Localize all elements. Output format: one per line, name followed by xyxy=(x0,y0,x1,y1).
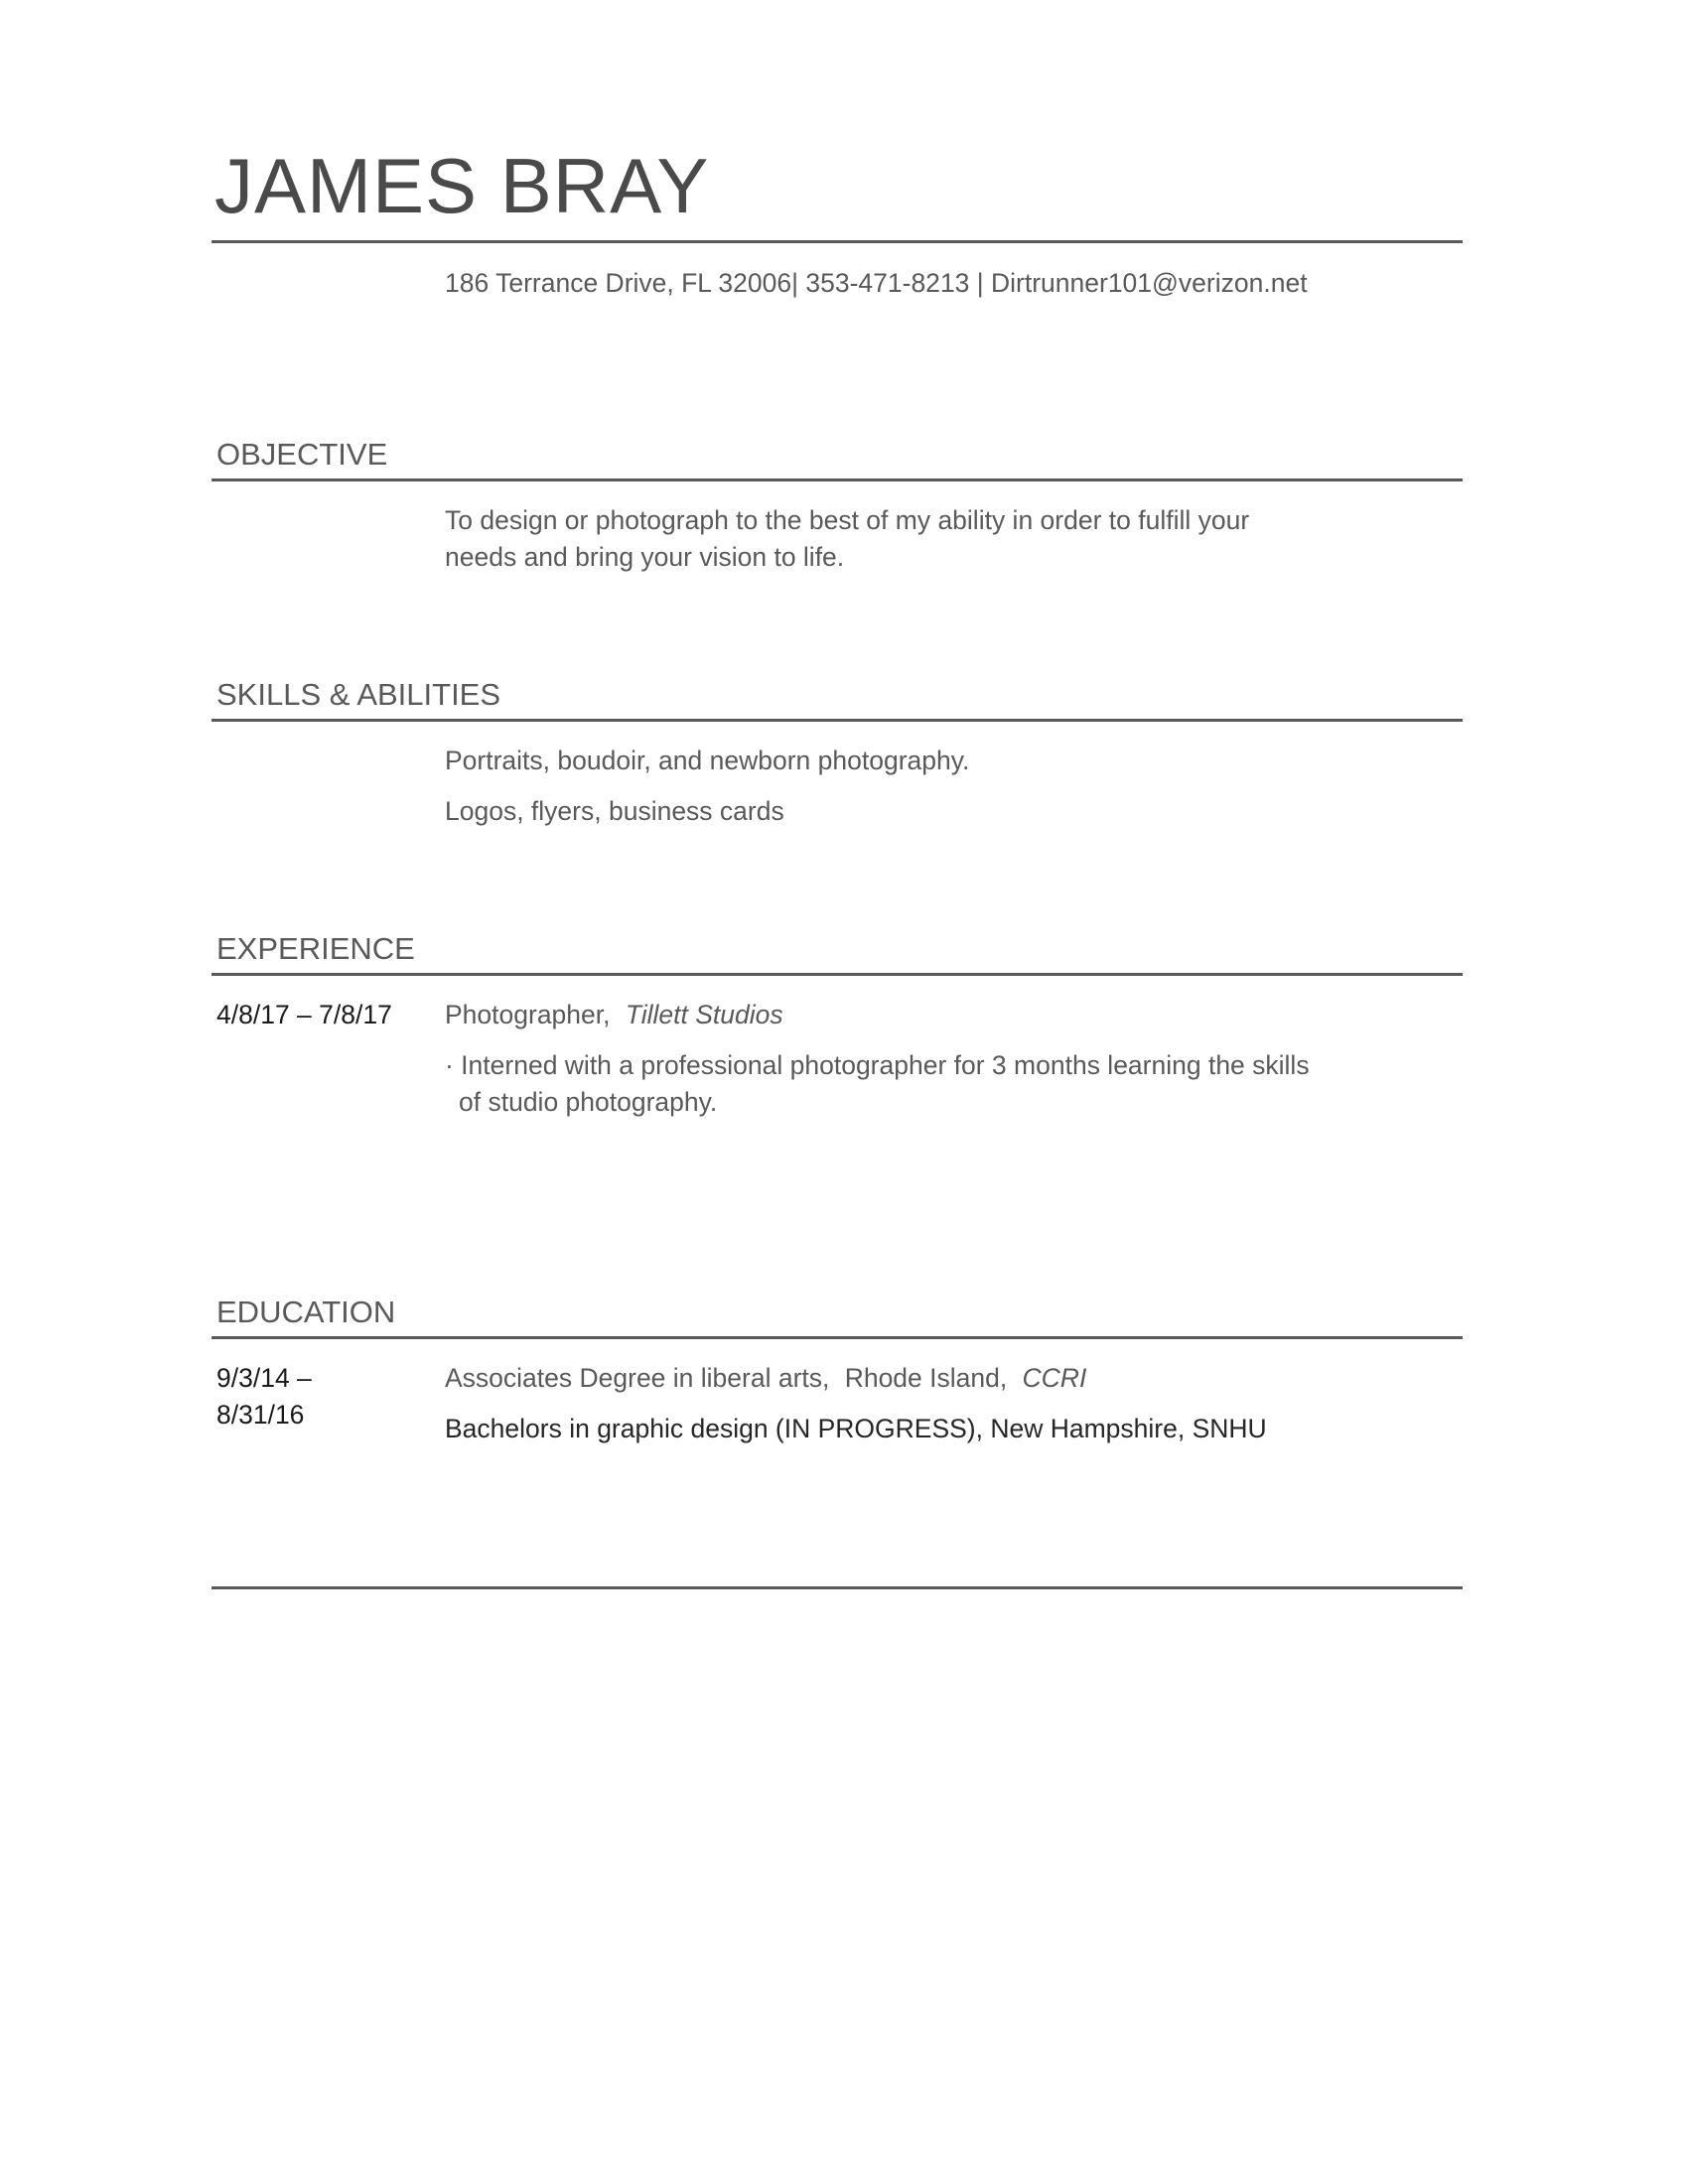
experience-dates: 4/8/17 – 7/8/17 xyxy=(216,1000,392,1029)
degree-1-name: Associates Degree in liberal arts, xyxy=(445,1363,830,1393)
education-degree-2: Bachelors in graphic design (IN PROGRESS), New Hampshire, SNHU xyxy=(445,1414,1267,1443)
experience-heading: EXPERIENCE xyxy=(216,931,415,966)
education-rule xyxy=(211,1336,1463,1339)
skill-item-2: Logos, flyers, business cards xyxy=(445,796,784,826)
experience-position xyxy=(445,997,783,1033)
experience-bullet-line-2: of studio photography. xyxy=(459,1087,718,1117)
experience-rule xyxy=(211,973,1463,976)
header-rule xyxy=(211,240,1463,243)
footer-rule xyxy=(211,1586,1463,1589)
education-degree-1 xyxy=(445,1360,1086,1397)
contact-info: 186 Terrance Drive, FL 32006| 353-471-8213 | Dirtrunner101@verizon.net xyxy=(445,268,1308,298)
objective-heading: OBJECTIVE xyxy=(216,437,388,472)
skills-rule xyxy=(211,719,1463,722)
education-heading: EDUCATION xyxy=(216,1295,396,1329)
skills-heading: SKILLS & ABILITIES xyxy=(216,677,501,712)
experience-company: Tillett Studios xyxy=(625,1000,783,1029)
objective-line-2: needs and bring your vision to life. xyxy=(445,542,845,572)
objective-line-1: To design or photograph to the best of my ability in order to fulfill your xyxy=(445,505,1250,535)
education-dates-line-1: 9/3/14 – xyxy=(216,1363,312,1393)
degree-1-location: Rhode Island, xyxy=(844,1363,1008,1393)
experience-bullet-line-1: · Interned with a professional photographer for 3 months learning the skills xyxy=(445,1050,1310,1080)
degree-1-school: CCRI xyxy=(1022,1363,1087,1393)
objective-rule xyxy=(211,478,1463,481)
skill-item-1: Portraits, boudoir, and newborn photography. xyxy=(445,746,970,775)
education-dates-line-2: 8/31/16 xyxy=(216,1400,305,1430)
resume-name: JAMES BRAY xyxy=(214,142,710,229)
experience-title: Photographer, xyxy=(445,1000,611,1029)
